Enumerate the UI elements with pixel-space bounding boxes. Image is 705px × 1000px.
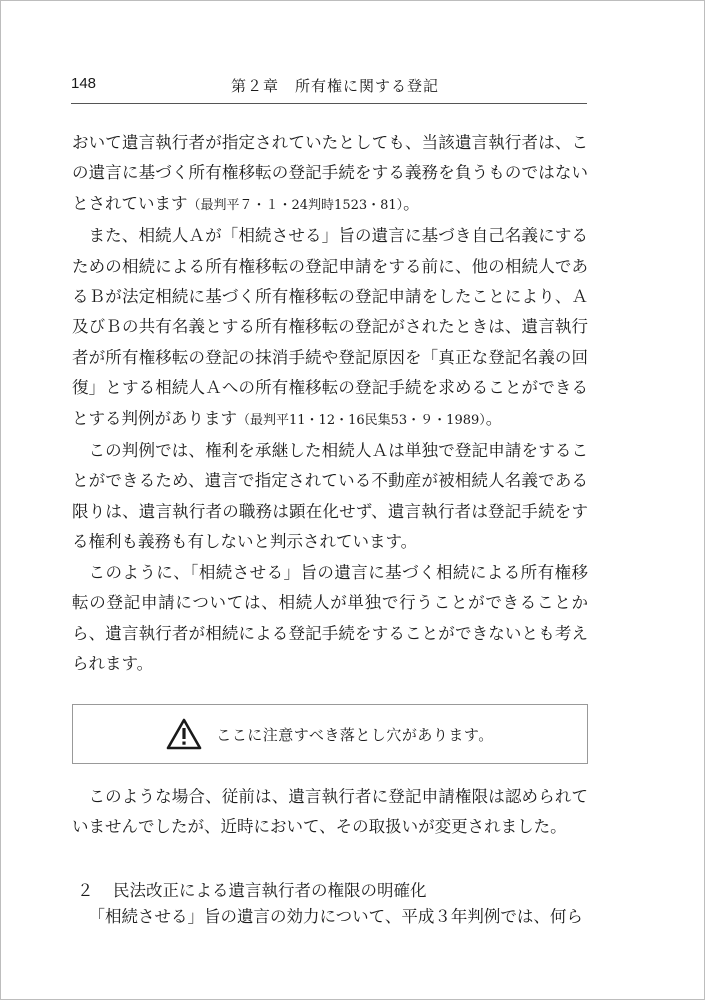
section-body <box>72 902 588 932</box>
page-number: 148 <box>71 75 97 92</box>
paragraph-3: この判例では、権利を承継した相続人Ａは単独で登記申請をすることができるため、遺言で指定されている不動産が被相続人名義である限りは、遺言執行者の職務は顕在化せず、遺言執行者は登記手続をする権利も義務も有しないと判示されています。 <box>72 441 588 552</box>
caution-box <box>72 704 588 764</box>
main-text <box>72 128 588 679</box>
warning-icon <box>166 718 202 750</box>
section-heading <box>77 877 427 901</box>
chapter-title: 第２章 所有権に関する登記 <box>231 77 440 95</box>
citation-1: （最判平７・１・24判時1523・81） <box>187 197 404 213</box>
caution-text: ここに注意すべき落とし穴があります。 <box>216 725 494 744</box>
paragraph-2: また、相続人Ａが「相続させる」旨の遺言に基づき自己名義にするための相続による所有権移転の登記申請をする前に、他の相続人であるＢが法定相続に基づく所有権移転の登記申請をしたことにより、Ａ及びＢの共有名義とする所有権移転の登記がされたときは、遺言執行者が所有権移転の登記の抹消手続や登記原因を「真正な登記名義の回復」とする相続人Ａへの所有権移転の登記手続を求めることができるとする判例があります（最判平11・12・16民集53・９・1989）。 <box>72 226 588 428</box>
paragraph-6: 「相続させる」旨の遺言の効力について、平成３年判例では、何ら <box>88 907 583 926</box>
paragraph-4: このように、「相続させる」旨の遺言に基づく相続による所有権移転の登記申請については、相続人が単独で行うことができることから、遺言執行者が相続による登記手続をすることができないとも考えられます。 <box>72 562 588 673</box>
section-title: 民法改正による遺言執行者の権限の明確化 <box>113 881 427 900</box>
paragraph-5: このような場合、従前は、遺言執行者に登記申請権限は認められていませんでしたが、近時において、その取扱いが変更されました。 <box>72 787 588 837</box>
citation-2: （最判平11・12・16民集53・９・1989） <box>237 412 486 428</box>
section-number: ２ <box>77 881 94 900</box>
paragraph-1: おいて遺言執行者が指定されていたとしても、当該遺言執行者は、この遺言に基づく所有権移転の登記手続をする義務を負うものではないとされています（最判平７・１・24判時1523・81）。 <box>72 133 588 213</box>
after-notice-text <box>72 782 588 843</box>
page-header <box>71 71 587 104</box>
